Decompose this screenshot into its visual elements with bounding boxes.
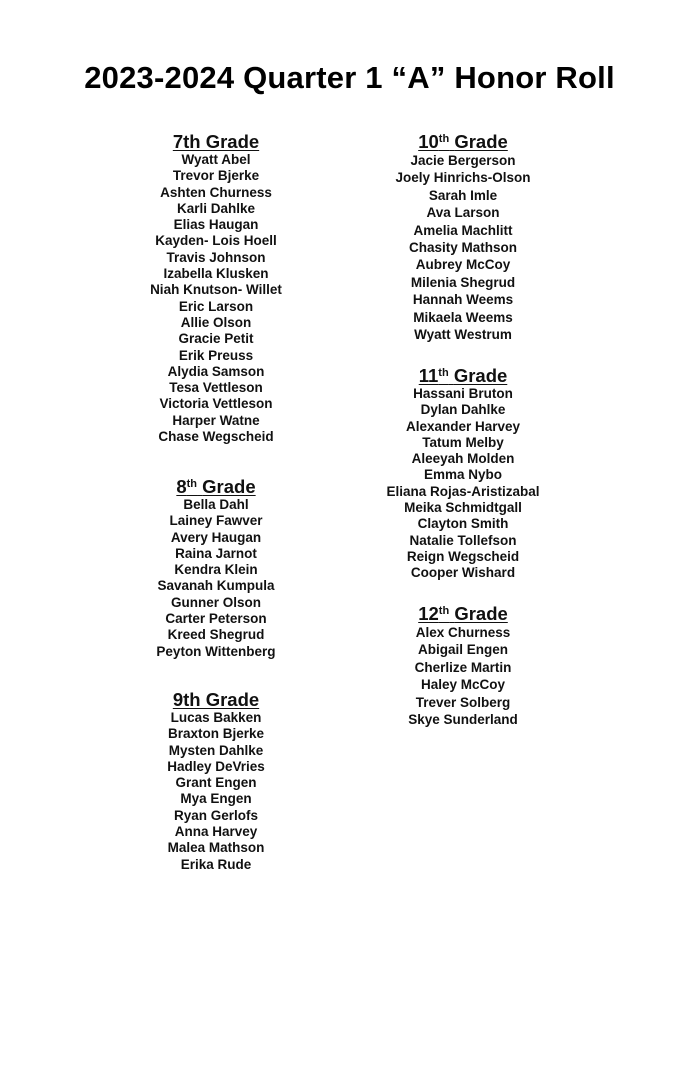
student-name: Tatum Melby	[422, 434, 504, 450]
student-name: Braxton Bjerke	[167, 726, 265, 742]
student-name: Savanah Kumpula	[157, 578, 275, 594]
student-name: Grant Engen	[175, 775, 257, 791]
student-name: Erika Rude	[180, 856, 252, 872]
student-name: Chase Wegscheid	[158, 429, 274, 445]
student-name: Cherlize Martin	[414, 659, 512, 675]
student-name: Amelia Machlitt	[413, 222, 513, 238]
student-name: Kreed Shegrud	[167, 627, 265, 643]
student-name: Tesa Vettleson	[169, 380, 263, 396]
student-name: Elias Haugan	[173, 217, 259, 233]
student-name: Alex Churness	[415, 625, 511, 640]
student-name: Erik Preuss	[178, 347, 254, 363]
student-name: Cooper Wishard	[410, 565, 516, 581]
student-name: Ashten Churness	[160, 184, 272, 200]
student-name: Hadley DeVries	[167, 758, 265, 774]
student-name: Karli Dahlke	[176, 200, 256, 216]
student-name: Meika Schmidtgall	[404, 500, 522, 516]
grade-8-names	[116, 497, 316, 660]
student-name: Abigail Engen	[417, 642, 508, 658]
student-name: Niah Knutson- Willet	[150, 282, 282, 298]
student-name: Raina Jarnot	[175, 545, 257, 561]
student-name: Clayton Smith	[417, 516, 509, 532]
grade-9-section	[116, 689, 316, 873]
grade-11-names	[363, 386, 563, 582]
page-title: 2023-2024 Quarter 1 “A” Honor Roll	[84, 60, 615, 95]
student-name: Wyatt Westrum	[414, 326, 512, 342]
student-name: Chasity Mathson	[408, 239, 517, 255]
student-name: Trever Solberg	[415, 694, 511, 710]
student-name: Hannah Weems	[412, 292, 514, 308]
student-name: Mikaela Weems	[413, 309, 513, 325]
grade-10-heading: 10th Grade	[418, 131, 508, 152]
student-name: Kendra Klein	[174, 562, 258, 578]
grade-12-heading: 12th Grade	[418, 603, 508, 624]
student-name: Carter Peterson	[165, 611, 267, 627]
grade-8-heading: 8th Grade	[176, 476, 256, 497]
student-name: Joely Hinrichs-Olson	[395, 170, 531, 186]
grade-10-section	[363, 131, 563, 343]
student-name: Lucas Bakken	[170, 710, 262, 725]
student-name: Haley McCoy	[420, 677, 506, 693]
student-name: Dylan Dahlke	[420, 402, 506, 418]
grade-7-section	[116, 131, 316, 445]
student-name: Bella Dahl	[183, 497, 249, 512]
student-name: Wyatt Abel	[181, 152, 251, 167]
student-name: Victoria Vettleson	[159, 396, 273, 412]
student-name: Gunner Olson	[170, 594, 261, 610]
grade-11-heading: 11th Grade	[418, 365, 508, 386]
student-name: Peyton Wittenberg	[156, 643, 276, 659]
grade-8-section	[116, 476, 316, 660]
student-name: Reign Wegscheid	[406, 548, 520, 564]
student-name: Mysten Dahlke	[168, 742, 264, 758]
student-name: Allie Olson	[180, 314, 252, 330]
student-name: Ryan Gerlofs	[173, 807, 259, 823]
student-name: Emma Nybo	[423, 467, 503, 483]
student-name: Gracie Petit	[178, 331, 254, 347]
grade-10-names	[363, 152, 563, 343]
student-name: Ava Larson	[426, 205, 500, 221]
student-name: Trevor Bjerke	[172, 168, 260, 184]
grade-12-section	[363, 603, 563, 728]
student-name: Aleeyah Molden	[411, 451, 515, 467]
student-name: Mya Engen	[180, 791, 252, 807]
student-name: Skye Sunderland	[408, 711, 518, 727]
student-name: Lainey Fawver	[169, 513, 263, 529]
student-name: Jacie Bergerson	[410, 153, 516, 168]
student-name: Harper Watne	[172, 412, 260, 428]
student-name: Avery Haugan	[170, 529, 262, 545]
student-name: Sarah Imle	[428, 187, 498, 203]
grade-9-heading: 9th Grade	[172, 689, 260, 710]
student-name: Kayden- Lois Hoell	[155, 233, 277, 249]
student-name: Eric Larson	[178, 298, 254, 314]
student-name: Malea Mathson	[167, 840, 265, 856]
grade-7-names	[116, 152, 316, 445]
student-name: Hassani Bruton	[413, 386, 513, 401]
grade-12-names	[363, 624, 563, 728]
grade-11-section	[363, 365, 563, 582]
student-name: Anna Harvey	[174, 824, 258, 840]
student-name: Aubrey McCoy	[415, 257, 511, 273]
student-name: Izabella Klusken	[163, 266, 269, 282]
student-name: Travis Johnson	[166, 249, 266, 265]
student-name: Alydia Samson	[167, 363, 265, 379]
student-name: Eliana Rojas-Aristizabal	[386, 483, 540, 499]
grade-9-names	[116, 710, 316, 873]
student-name: Milenia Shegrud	[410, 274, 516, 290]
student-name: Alexander Harvey	[405, 418, 521, 434]
student-name: Natalie Tollefson	[409, 532, 517, 548]
grade-7-heading: 7th Grade	[172, 131, 260, 152]
